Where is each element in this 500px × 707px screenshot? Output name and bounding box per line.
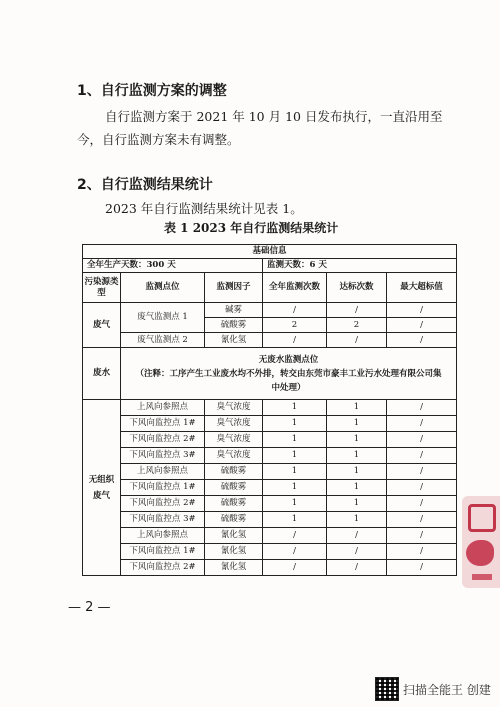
count-cell: 1 xyxy=(263,512,327,528)
factor-cell: 氰化氢 xyxy=(205,560,263,576)
exhaust-type: 废气 xyxy=(83,303,121,348)
count-cell: 1 xyxy=(263,448,327,464)
exhaust-point-2: 废气监测点 2 xyxy=(121,333,205,348)
table-row xyxy=(83,400,457,416)
compliant-cell: 1 xyxy=(327,512,387,528)
table-row xyxy=(83,464,457,480)
point-cell: 下风向监控点 3# xyxy=(121,512,205,528)
table-row xyxy=(83,348,457,400)
factor-cell: 硫酸雾 xyxy=(205,512,263,528)
compliant-cell: 2 xyxy=(327,318,387,333)
red-seal-stamp xyxy=(462,496,500,588)
compliant-cell: 1 xyxy=(327,416,387,432)
count-cell: / xyxy=(263,333,327,348)
compliant-cell: / xyxy=(327,333,387,348)
max-cell: / xyxy=(387,318,457,333)
wastewater-line2: （注释：工序产生工业废水均不外排，转交由东莞市豪丰工业污水处理有限公司集 xyxy=(135,368,442,379)
section2-heading: 2、自行监测结果统计 xyxy=(77,177,213,193)
count-cell: / xyxy=(263,560,327,576)
count-cell: 1 xyxy=(263,432,327,448)
factor-cell: 臭气浓度 xyxy=(205,400,263,416)
factor-cell: 臭气浓度 xyxy=(205,448,263,464)
compliant-cell: 1 xyxy=(327,448,387,464)
factor-cell: 硫酸雾 xyxy=(205,318,263,333)
factor-cell: 硫酸雾 xyxy=(205,480,263,496)
factor-cell: 氰化氢 xyxy=(205,544,263,560)
point-cell: 上风向参照点 xyxy=(121,464,205,480)
table-row xyxy=(83,259,457,273)
max-cell: / xyxy=(387,400,457,416)
compliant-cell: / xyxy=(327,560,387,576)
factor-cell: 碱雾 xyxy=(205,303,263,318)
page-number: — 2 — xyxy=(68,600,111,615)
header-compliant: 达标次数 xyxy=(327,273,387,303)
max-cell: / xyxy=(387,432,457,448)
basic-info-header: 基础信息 xyxy=(83,245,457,259)
fugitive-type-line2: 废气 xyxy=(92,490,110,501)
max-cell: / xyxy=(387,512,457,528)
point-cell: 上风向参照点 xyxy=(121,528,205,544)
point-cell: 上风向参照点 xyxy=(121,400,205,416)
count-cell: / xyxy=(263,303,327,318)
header-factor: 监测因子 xyxy=(205,273,263,303)
table-row xyxy=(83,303,457,318)
section1-paragraph-line2: 今，自行监测方案未有调整。 xyxy=(77,132,240,147)
count-cell: 2 xyxy=(263,318,327,333)
table-row xyxy=(83,528,457,544)
section1-paragraph-line1: 自行监测方案于 2021 年 10 月 10 日发布执行，一直沿用至 xyxy=(105,109,443,124)
count-cell: 1 xyxy=(263,496,327,512)
factor-cell: 硫酸雾 xyxy=(205,496,263,512)
compliant-cell: / xyxy=(327,303,387,318)
wastewater-line1: 无废水监测点位 xyxy=(258,354,319,365)
factor-cell: 臭气浓度 xyxy=(205,432,263,448)
point-cell: 下风向监控点 1# xyxy=(121,480,205,496)
max-cell: / xyxy=(387,480,457,496)
factor-cell: 氰化氢 xyxy=(205,333,263,348)
scanner-watermark: 扫描全能王 创建 xyxy=(403,683,491,697)
compliant-cell: / xyxy=(327,528,387,544)
table-row xyxy=(83,448,457,464)
max-cell: / xyxy=(387,496,457,512)
compliant-cell: 1 xyxy=(327,480,387,496)
factor-cell: 硫酸雾 xyxy=(205,464,263,480)
max-cell: / xyxy=(387,448,457,464)
table-row xyxy=(83,245,457,259)
max-cell: / xyxy=(387,560,457,576)
table-row xyxy=(83,432,457,448)
count-cell: 1 xyxy=(263,400,327,416)
point-cell: 下风向监控点 2# xyxy=(121,496,205,512)
table-caption: 表 1 2023 年自行监测结果统计 xyxy=(164,221,339,235)
point-cell: 下风向监控点 1# xyxy=(121,544,205,560)
wastewater-type: 废水 xyxy=(83,348,121,400)
count-cell: / xyxy=(263,544,327,560)
point-cell: 下风向监控点 3# xyxy=(121,448,205,464)
table-row xyxy=(83,333,457,348)
count-cell: 1 xyxy=(263,416,327,432)
count-cell: 1 xyxy=(263,480,327,496)
production-days: 全年生产天数：300 天 xyxy=(83,259,263,273)
section2-intro: 2023 年自行监测结果统计见表 1。 xyxy=(105,201,303,216)
table-row xyxy=(83,496,457,512)
header-source: 污染源类型 xyxy=(83,273,121,303)
exhaust-point-1: 废气监测点 1 xyxy=(121,303,205,333)
fugitive-type-line1: 无组织 xyxy=(88,474,115,485)
max-cell: / xyxy=(387,303,457,318)
max-cell: / xyxy=(387,528,457,544)
compliant-cell: 1 xyxy=(327,432,387,448)
table-row xyxy=(83,480,457,496)
wastewater-line3: 中处理） xyxy=(271,382,306,393)
table-row xyxy=(83,560,457,576)
max-cell: / xyxy=(387,464,457,480)
max-cell: / xyxy=(387,333,457,348)
wastewater-note xyxy=(121,348,457,400)
header-max-exceed: 最大超标值 xyxy=(387,273,457,303)
compliant-cell: 1 xyxy=(327,464,387,480)
point-cell: 下风向监控点 2# xyxy=(121,560,205,576)
header-count: 全年监测次数 xyxy=(263,273,327,303)
point-cell: 下风向监控点 2# xyxy=(121,432,205,448)
section1-heading: 1、自行监测方案的调整 xyxy=(77,83,227,99)
fugitive-type xyxy=(83,400,121,576)
max-cell: / xyxy=(387,416,457,432)
qr-code-icon xyxy=(375,677,399,701)
monitoring-results-table xyxy=(82,244,457,576)
table-row xyxy=(83,416,457,432)
factor-cell: 臭气浓度 xyxy=(205,416,263,432)
compliant-cell: 1 xyxy=(327,496,387,512)
point-cell: 下风向监控点 1# xyxy=(121,416,205,432)
compliant-cell: 1 xyxy=(327,400,387,416)
compliant-cell: / xyxy=(327,544,387,560)
count-cell: 1 xyxy=(263,464,327,480)
table-row xyxy=(83,544,457,560)
table-header-row xyxy=(83,273,457,303)
max-cell: / xyxy=(387,544,457,560)
table-row xyxy=(83,512,457,528)
monitoring-days: 监测天数：6 天 xyxy=(263,259,457,273)
count-cell: / xyxy=(263,528,327,544)
factor-cell: 氰化氢 xyxy=(205,528,263,544)
header-point: 监测点位 xyxy=(121,273,205,303)
